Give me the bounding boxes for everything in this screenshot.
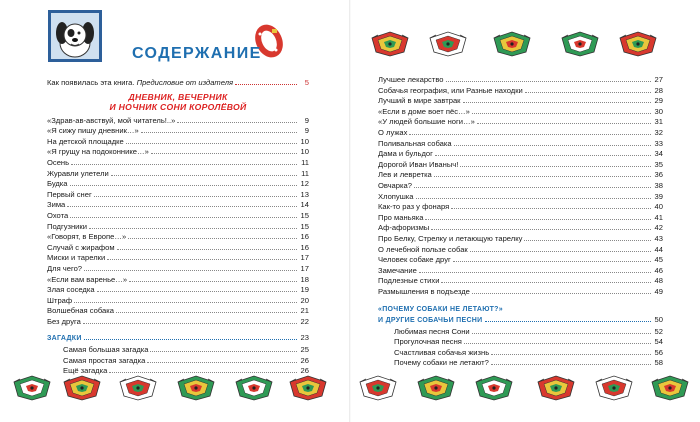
toc-entry[interactable] [47, 356, 309, 367]
toc-entry-title: Случай с жирафом [47, 242, 115, 252]
toc-entry-page: 29 [654, 96, 663, 106]
toc-entry-page: 15 [300, 221, 309, 231]
toc-entry[interactable] [47, 147, 309, 158]
dog-portrait-icon [48, 10, 102, 62]
toc-list-right [378, 75, 663, 297]
toc-entry[interactable] [47, 232, 309, 243]
toc-entry-title: Лев и левретка [378, 170, 432, 180]
toc-entry-page: 56 [654, 347, 663, 357]
toc-left [47, 78, 309, 377]
toc-entry-title: На детской площадке [47, 136, 124, 146]
toc-entry-title: «Я сижу пишу дневник…» [47, 126, 139, 136]
toc-entry-title: Первый снег [47, 189, 92, 199]
toc-entry[interactable] [378, 117, 663, 128]
toc-right [378, 75, 663, 369]
toc-entry-title: Осень [47, 157, 70, 167]
gift-box-icon [62, 372, 102, 407]
toc-entry[interactable] [378, 192, 663, 203]
toc-entry-title: Зима [47, 200, 66, 210]
riddles-page: 23 [300, 333, 309, 343]
toc-entry[interactable] [47, 306, 309, 317]
toc-entry-page: 17 [300, 253, 309, 263]
toc-entry-title: Собачья география, или Разные находки [378, 85, 523, 95]
toc-entry[interactable] [378, 160, 663, 171]
toc-entry-page: 26 [300, 366, 309, 376]
toc-entry-title: Охота [47, 210, 69, 220]
gift-box-icon [118, 372, 158, 407]
toc-entry-title: «Если вам варенье…» [47, 274, 128, 284]
toc-entry-page: 38 [654, 180, 663, 190]
toc-entry-page: 20 [300, 295, 309, 305]
toc-entry-title: О лужах [378, 127, 408, 137]
toc-entry-page: 10 [300, 136, 309, 146]
toc-entry-page: 19 [300, 285, 309, 295]
toc-entry-page: 14 [300, 200, 309, 210]
toc-entry-page: 36 [654, 170, 663, 180]
toc-entry[interactable] [378, 255, 663, 266]
toc-row-riddles[interactable] [47, 333, 309, 345]
toc-entry-page: 41 [654, 212, 663, 222]
toc-entry[interactable] [47, 200, 309, 211]
toc-entry-title: «Здрав-ав-авствуй, мой читатель!..» [47, 115, 176, 125]
toc-entry-title: Подлезные стихи [378, 276, 440, 286]
toc-entry[interactable] [378, 181, 663, 192]
gift-box-icon [536, 372, 576, 407]
toc-entry-title: Журавли улетели [47, 168, 109, 178]
gift-box-icon [416, 372, 456, 407]
toc-entry-page: 27 [654, 75, 663, 84]
toc-entry-page: 26 [300, 355, 309, 365]
toc-entry-title: Злая соседка [47, 285, 95, 295]
diary-heading: ДНЕВНИК, ВЕЧЕРНИК И НОЧНИК СОНИ КОРОЛЁВОЙ [109, 91, 247, 112]
toc-entry-title: Замечание [378, 265, 417, 275]
toc-entry[interactable] [378, 202, 663, 213]
toc-entry-title: Волшебная собака [47, 306, 114, 316]
toc-entry[interactable] [378, 107, 663, 118]
toc-entry-page: 44 [654, 244, 663, 254]
toc-entry-page: 52 [654, 326, 663, 336]
toc-entry-title: «Я грущу на подоконнике…» [47, 147, 149, 157]
gift-box-icon [594, 372, 634, 407]
gift-box-icon [560, 28, 600, 63]
toc-entry-title: Человек собаке друг [378, 255, 451, 265]
gift-box-icon [650, 372, 690, 407]
gift-box-icon [474, 372, 514, 407]
toc-entry-page: 34 [654, 149, 663, 159]
toc-entry[interactable] [378, 266, 663, 277]
toc-list-left [47, 116, 309, 328]
toc-entry-page: 12 [300, 179, 309, 189]
gift-box-icon [492, 28, 532, 63]
gift-box-icon [234, 372, 274, 407]
right-page [350, 0, 700, 422]
toc-entry-page: 39 [654, 191, 663, 201]
toc-entry[interactable] [47, 211, 309, 222]
toc-entry[interactable] [378, 327, 663, 338]
toc-entry-page: 13 [300, 189, 309, 199]
toc-entry-page: 42 [654, 223, 663, 233]
gift-box-icon [370, 28, 410, 63]
toc-entry-title: Счастливая собачья жизнь [394, 347, 490, 357]
toc-entry-page: 16 [300, 242, 309, 252]
toc-entry-title: Для чего? [47, 263, 83, 273]
toc-entry[interactable] [378, 213, 663, 224]
gift-box-icon [428, 28, 468, 63]
toc-entry-title: Лучший в мире завтрак [378, 96, 461, 106]
toc-entry-title: Прогулочная песня [394, 337, 462, 347]
toc-entry-page: 30 [654, 106, 663, 116]
toc-entry[interactable] [378, 358, 663, 369]
songs-page: 50 [654, 314, 663, 324]
toc-entry[interactable] [47, 222, 309, 233]
riddles-heading: ЗАГАДКИ [47, 335, 82, 343]
toc-entry-title: Овчарка? [378, 180, 412, 190]
intro-italic: Предисловие от издателя [136, 78, 234, 87]
toc-entry[interactable] [378, 245, 663, 256]
toc-entry[interactable] [47, 190, 309, 201]
toc-entry-page: 54 [654, 337, 663, 347]
toc-entry-title: Про Белку, Стрелку и летающую тарелку [378, 233, 523, 243]
toc-entry-page: 9 [304, 115, 309, 125]
toc-entry[interactable] [378, 348, 663, 359]
songs-heading: «ПОЧЕМУ СОБАКИ НЕ ЛЕТАЮТ?» [378, 306, 503, 314]
toc-entry[interactable] [378, 337, 663, 348]
toc-entry[interactable] [47, 296, 309, 307]
toc-entry-title: Почему собаки не летают? [394, 358, 489, 368]
gift-box-icon [12, 372, 52, 407]
toc-entry[interactable] [47, 264, 309, 275]
toc-entry[interactable] [378, 170, 663, 181]
toc-row-songs[interactable]: И ДРУГИЕ СОБАЧЬИ ПЕСНИ 50 [378, 314, 663, 324]
toc-entry[interactable] [47, 169, 309, 180]
toc-entry[interactable] [378, 96, 663, 107]
toc-entry-title: Любимая песня Сони [394, 326, 470, 336]
toc-entry-title: Миски и тарелки [47, 253, 106, 263]
toc-entry[interactable] [378, 86, 663, 97]
toc-entry-page: 28 [654, 85, 663, 95]
toc-entry-title: Как-то раз у фонаря [378, 202, 450, 212]
toc-entry-title: Хлопушка [378, 191, 414, 201]
toc-entry-page: 31 [654, 117, 663, 127]
toc-entry-page: 9 [304, 126, 309, 136]
toc-entry[interactable] [47, 253, 309, 264]
toc-entry[interactable] [47, 275, 309, 286]
toc-entry[interactable] [47, 116, 309, 127]
toc-entry[interactable] [47, 317, 309, 328]
toc-row-intro[interactable] [47, 78, 309, 89]
toc-entry-title: Ещё загадка [63, 366, 108, 376]
gift-box-icon [288, 372, 328, 407]
toc-entry-page: 40 [654, 202, 663, 212]
toc-entry-title: Лучшее лекарство [378, 75, 444, 84]
toc-entry-page: 45 [654, 255, 663, 265]
toc-entry-title: О лечебной пользе собак [378, 244, 468, 254]
toc-entry-title: «Говорят, в Европе…» [47, 232, 127, 242]
toc-entry[interactable] [47, 179, 309, 190]
toc-entry[interactable] [47, 137, 309, 148]
toc-entry-page: 17 [300, 263, 309, 273]
toc-entry[interactable] [378, 75, 663, 86]
toc-entry-title: Самая большая загадка [63, 345, 149, 355]
intro-text: Как появилась эта книга. [47, 78, 135, 87]
gift-box-icon [618, 28, 658, 63]
toc-entry[interactable] [47, 285, 309, 296]
toc-entry-title: «Если в доме воет пёс…» [378, 106, 470, 116]
toc-entry-title: Без друга [47, 316, 81, 326]
toc-entry-title: Аф-афоризмы [378, 223, 430, 233]
toc-entry-title: Подгузники [47, 221, 87, 231]
toc-entry[interactable] [378, 223, 663, 234]
toc-entry[interactable] [378, 149, 663, 160]
toc-entry-page: 22 [300, 316, 309, 326]
toc-entry[interactable] [47, 126, 309, 137]
toc-entry-title: Размышления в подъезде [378, 286, 470, 296]
toc-entry-page: 10 [300, 147, 309, 157]
toc-entry-title: Штраф [47, 295, 73, 305]
toc-entry-page: 33 [654, 138, 663, 148]
toc-entry-title: «У людей большие ноги…» [378, 117, 475, 127]
toc-list-songs [378, 327, 663, 369]
gift-box-icon [358, 372, 398, 407]
toc-entry[interactable] [47, 243, 309, 254]
toc-entry-page: 35 [654, 159, 663, 169]
toc-entry-page: 58 [654, 358, 663, 368]
gift-box-icon [176, 372, 216, 407]
toc-entry-page: 46 [654, 265, 663, 275]
toc-entry[interactable] [378, 287, 663, 298]
toc-entry-page: 15 [300, 210, 309, 220]
toc-entry-page: 48 [654, 276, 663, 286]
page-title: СОДЕРЖАНИЕ [132, 45, 262, 62]
toc-entry-title: Будка [47, 179, 68, 189]
toc-entry-page: 43 [654, 233, 663, 243]
toc-entry-title: Самая простая загадка [63, 355, 146, 365]
intro-page: 5 [304, 78, 309, 87]
toc-entry[interactable] [378, 276, 663, 287]
toc-entry-page: 32 [654, 127, 663, 137]
toc-entry-page: 25 [300, 345, 309, 355]
toc-entry-page: 49 [654, 286, 663, 296]
toc-entry[interactable] [47, 158, 309, 169]
toc-entry-page: 11 [301, 168, 309, 178]
toc-entry[interactable] [378, 128, 663, 139]
toc-entry-page: 11 [301, 157, 309, 167]
toc-entry-page: 18 [300, 274, 309, 284]
toc-entry[interactable] [378, 234, 663, 245]
toc-entry-title: Дорогой Иван Иваныч! [378, 159, 459, 169]
toc-entry-title: Поливальная собака [378, 138, 452, 148]
toc-entry-page: 21 [300, 306, 309, 316]
toc-entry[interactable] [378, 139, 663, 150]
toc-entry-title: Про маньяка [378, 212, 424, 222]
toc-entry-title: Дама и бульдог [378, 149, 433, 159]
toc-entry-page: 16 [300, 232, 309, 242]
toc-entry[interactable] [47, 345, 309, 356]
